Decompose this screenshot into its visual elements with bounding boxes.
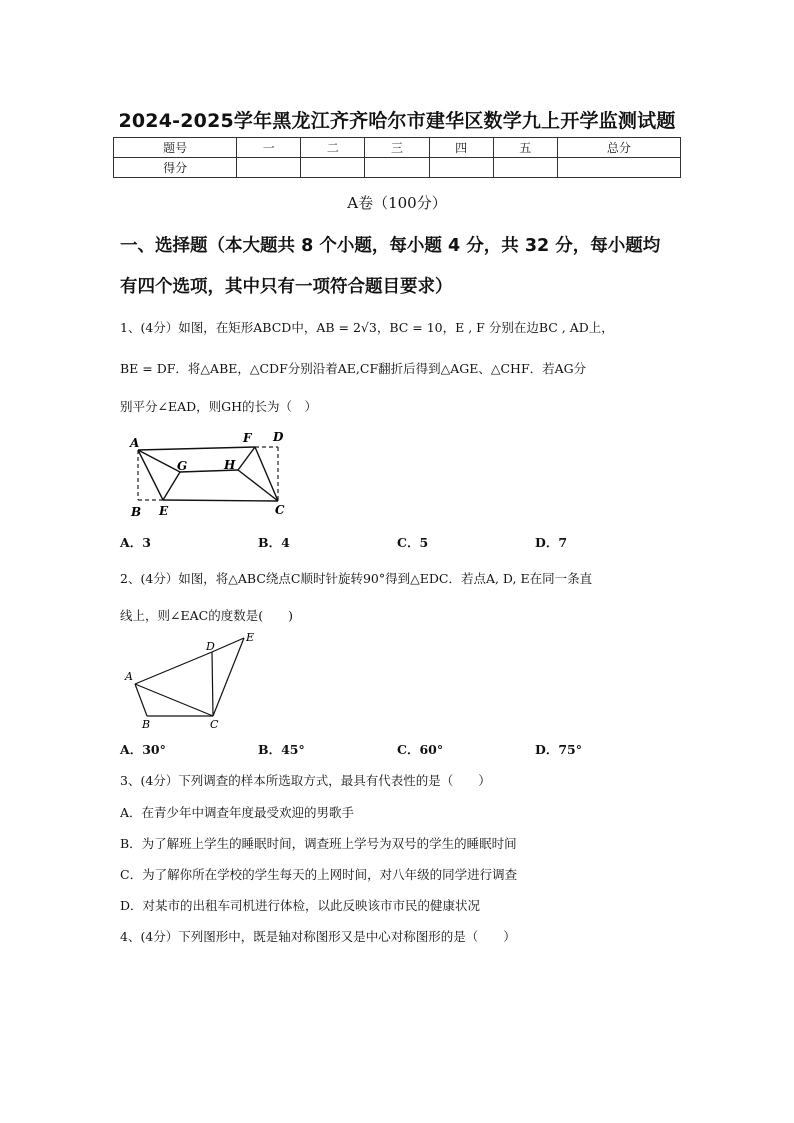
q1-edge-fh bbox=[238, 447, 255, 470]
section-a-heading: A卷（100分） bbox=[347, 194, 447, 212]
score-input-cell[interactable] bbox=[557, 158, 680, 178]
q1-label-g: G bbox=[177, 459, 188, 473]
score-header-cell: 四 bbox=[429, 138, 493, 158]
q2-stem-line1: 2、(4分）如图，将△ABC绕点C顺时针旋转90°得到△EDC．若点A, D, E在同一条直 bbox=[120, 571, 593, 586]
q1-label-a: A bbox=[130, 436, 140, 450]
q2-label-a: A bbox=[125, 670, 133, 683]
score-table-score-row bbox=[114, 158, 681, 178]
q1-edge-eg bbox=[163, 472, 180, 500]
score-header-cell: 总分 bbox=[557, 138, 680, 158]
q3-option-b[interactable]: B．为了解班上学生的睡眠时间，调查班上学号为双号的学生的睡眠时间 bbox=[120, 836, 517, 851]
score-input-cell[interactable] bbox=[237, 158, 301, 178]
q1-label-c: C bbox=[275, 503, 285, 517]
q1-label-h: H bbox=[224, 458, 236, 472]
q2-edge-ac bbox=[135, 684, 213, 716]
q3-stem: 3、(4分）下列调查的样本所选取方式，最具有代表性的是（ ） bbox=[120, 773, 491, 788]
score-header-cell: 三 bbox=[365, 138, 429, 158]
q2-label-c: C bbox=[210, 718, 219, 731]
score-header-cell: 五 bbox=[493, 138, 557, 158]
score-table-header-row bbox=[114, 138, 681, 158]
q3-option-a[interactable]: A．在青少年中调查年度最受欢迎的男歌手 bbox=[120, 805, 355, 820]
score-row-label: 得分 bbox=[114, 158, 237, 178]
q1-label-f: F bbox=[243, 431, 252, 445]
q2-option-d[interactable]: D．75° bbox=[535, 742, 582, 757]
q1-label-b: B bbox=[131, 505, 142, 519]
q1-option-b[interactable]: B．4 bbox=[258, 535, 290, 550]
q2-figure bbox=[122, 628, 267, 733]
q1-option-d[interactable]: D．7 bbox=[535, 535, 568, 550]
q3-option-d[interactable]: D．对某市的出租车司机进行体检，以此反映该市市民的健康状况 bbox=[120, 898, 481, 913]
score-input-cell[interactable] bbox=[301, 158, 365, 178]
q2-option-a[interactable]: A．30° bbox=[120, 742, 166, 757]
q1-edge-ag bbox=[138, 450, 180, 472]
q2-option-b[interactable]: B．45° bbox=[258, 742, 305, 757]
exam-title: 2024-2025学年黑龙江齐齐哈尔市建华区数学九上开学监测试题 bbox=[118, 110, 676, 132]
q1-edge-ec bbox=[163, 500, 278, 501]
score-header-cell: 题号 bbox=[114, 138, 237, 158]
q1-label-e: E bbox=[159, 504, 169, 518]
section-one-heading-line1: 一、选择题（本大题共 8 个小题，每小题 4 分，共 32 分，每小题均 bbox=[120, 236, 661, 256]
q2-edge-dc bbox=[212, 652, 213, 716]
score-header-cell: 一 bbox=[237, 138, 301, 158]
score-header-cell: 二 bbox=[301, 138, 365, 158]
q2-edge-ad bbox=[135, 652, 212, 684]
q1-label-d: D bbox=[273, 430, 284, 444]
q1-stem-line1: 1、(4分）如图，在矩形ABCD中，AB = 2√3，BC = 10，E , F 分别在边BC , AD上， bbox=[120, 320, 614, 335]
q1-edge-ae bbox=[138, 450, 163, 500]
q1-option-a[interactable]: A．3 bbox=[120, 535, 151, 550]
q4-stem: 4、(4分）下列图形中，既是轴对称图形又是中心对称图形的是（ ） bbox=[120, 929, 516, 944]
score-input-cell[interactable] bbox=[365, 158, 429, 178]
section-one-heading-line2: 有四个选项，其中只有一项符合题目要求） bbox=[120, 277, 453, 297]
q3-option-c[interactable]: C．为了解你所在学校的学生每天的上网时间，对八年级的同学进行调查 bbox=[120, 867, 518, 882]
q2-label-d: D bbox=[206, 640, 215, 653]
q2-label-e: E bbox=[246, 631, 255, 644]
score-input-cell[interactable] bbox=[493, 158, 557, 178]
q1-stem-line2: BE = DF．将△ABE，△CDF分别沿着AE,CF翻折后得到△AGE、△CHF．若AG分 bbox=[120, 361, 587, 376]
score-table bbox=[113, 137, 681, 178]
q2-stem-line2: 线上，则∠EAC的度数是( ) bbox=[120, 608, 293, 623]
q1-figure bbox=[125, 425, 295, 520]
q1-option-c[interactable]: C．5 bbox=[397, 535, 429, 550]
q1-stem-line3: 别平分∠EAD，则GH的长为（ ） bbox=[120, 399, 318, 414]
q2-label-b: B bbox=[142, 718, 151, 731]
q2-option-c[interactable]: C．60° bbox=[397, 742, 444, 757]
score-input-cell[interactable] bbox=[429, 158, 493, 178]
q1-edge-af bbox=[138, 447, 255, 450]
